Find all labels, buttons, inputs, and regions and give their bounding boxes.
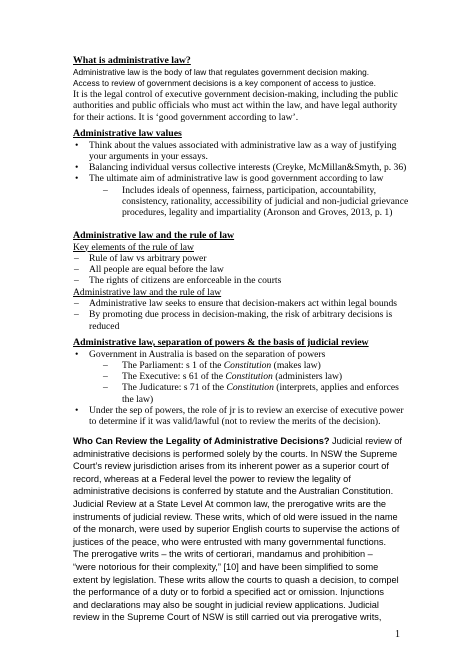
page-number: 1 xyxy=(395,629,400,640)
paragraph-line: administrative decisions is conferred by statute and the Australian Constitution. xyxy=(73,486,394,497)
dash-item xyxy=(73,298,403,309)
dash-item xyxy=(73,382,403,393)
dash-text xyxy=(122,382,399,393)
subheading: Administrative law and the rule of law xyxy=(73,286,222,298)
bullet-icon: • xyxy=(75,348,79,360)
bullet-text-continued: your arguments in your essays. xyxy=(89,150,208,162)
paragraph-lead: Who Can Review the Legality of Administrative Decisions? xyxy=(73,436,330,446)
dash-text-part: The Judicature: s 71 of the xyxy=(122,382,227,394)
dash-text-part: (makes law) xyxy=(271,359,321,371)
dash-text: By promoting due process in decision-making, the risk of arbitrary decisions is xyxy=(89,309,393,321)
body-line: for their actions. It is ‘good government according to law’. xyxy=(73,111,299,123)
bullet-item xyxy=(73,405,403,416)
section-separation-of-powers xyxy=(73,337,403,428)
subheading: Key elements of the rule of law xyxy=(73,241,194,253)
dash-text-continued: the law) xyxy=(122,393,154,405)
dash-icon: – xyxy=(103,371,108,383)
bullet-text: Balancing individual versus collective interests (Creyke, McMillan&Smyth, p. 36) xyxy=(89,162,407,174)
dash-icon: – xyxy=(103,359,108,371)
section-who-can-review xyxy=(73,435,403,624)
dash-text-continued: consistency, rationality, accessibility of judicial and non-judicial grievance xyxy=(122,195,409,207)
dash-text: All people are equal before the law xyxy=(89,264,224,276)
bullet-item xyxy=(73,162,407,174)
paragraph-line: the performance of a duty or to forbid a specified act or omission. Injunctions xyxy=(73,587,385,598)
paragraph-line: of the monarch, were used by superior English courts to supervise the actions of xyxy=(73,524,400,535)
paragraph-line: Judicial Review at a State Level At common law, the prerogative writs are the xyxy=(73,498,387,509)
section-heading: Administrative law values xyxy=(73,128,182,139)
paragraph-line: extent by legislation. These writs allow the courts to quash a decision, to compel xyxy=(73,574,399,585)
dash-text: Includes ideals of openness, fairness, participation, accountability, xyxy=(122,184,377,196)
bullet-item xyxy=(73,173,403,184)
dash-text-continued: procedures, legality and impartiality (Aronson and Groves, 2013, p. 1) xyxy=(122,207,393,219)
body-line: Access to review of government decisions is a key component of access to justice. xyxy=(73,77,376,88)
bullet-text: Under the sep of powers, the role of jr is to review an exercise of executive power xyxy=(89,404,404,416)
dash-item xyxy=(73,360,403,371)
section-heading: What is administrative law? xyxy=(73,55,191,66)
paragraph-line: “were notorious for their complexity,” [10] and have been simplified to some xyxy=(73,561,379,572)
dash-icon: – xyxy=(74,309,79,321)
dash-icon: – xyxy=(103,184,108,196)
dash-text-italic: Constitution xyxy=(225,371,273,383)
dash-text: Administrative law seeks to ensure that decision-makers act within legal bounds xyxy=(89,297,397,309)
paragraph-first-line xyxy=(73,435,403,448)
paragraph-line: and declarations may also be sought in judicial review applications. Judicial xyxy=(73,599,379,610)
dash-text-italic: Constitution xyxy=(223,359,272,371)
dash-text xyxy=(122,360,321,371)
paragraph-line: justices of the peace, who were entrusted with many governmental functions. xyxy=(73,536,387,547)
bullet-icon: • xyxy=(75,162,79,174)
paragraph-line: administrative decisions is performed solely by the courts. In NSW the Supreme xyxy=(73,448,398,459)
bullet-icon: • xyxy=(75,404,79,416)
paragraph-line: The prerogative writs – the writs of certiorari, mandamus and prohibition – xyxy=(73,549,373,560)
dash-item xyxy=(73,371,403,382)
section-rule-of-law xyxy=(73,230,403,332)
dash-text-part: The Executive: s 61 of the xyxy=(122,371,226,383)
section-heading: Administrative law, separation of powers & the basis of judicial review xyxy=(73,337,369,348)
paragraph-line: instruments of judicial review. These writs, which of old were issued in the name xyxy=(73,511,398,522)
paragraph-text: Judicial review of xyxy=(329,436,402,446)
dash-text: The rights of citizens are enforceable in the courts xyxy=(89,275,282,287)
bullet-icon: • xyxy=(75,139,79,151)
dash-item xyxy=(73,264,403,275)
bullet-item xyxy=(73,140,403,151)
dash-text-italic: Constitution xyxy=(226,382,274,394)
dash-text xyxy=(122,371,342,382)
bullet-item xyxy=(73,349,403,360)
bullet-text-continued: to determine if it was valid/lawful (not to review the merits of the decision). xyxy=(89,416,381,428)
dash-item xyxy=(73,275,403,286)
paragraph-line: Court’s review jurisdiction arises from its inherent power as a superior court of xyxy=(73,461,389,472)
bullet-text: The ultimate aim of administrative law is good government according to law xyxy=(89,173,384,185)
dash-text-part: (administers law) xyxy=(272,371,343,383)
paragraph-line: record, whereas at a Federal level the power to review the legality of xyxy=(73,473,351,484)
dash-text-part: (interprets, applies and enforces xyxy=(273,382,399,394)
dash-icon: – xyxy=(74,275,79,287)
body-line: Administrative law is the body of law that regulates government decision making. xyxy=(73,66,370,77)
dash-icon: – xyxy=(74,252,79,264)
dash-icon: – xyxy=(74,264,79,276)
section-heading: Administrative law and the rule of law xyxy=(73,230,235,241)
dash-text-continued: reduced xyxy=(89,320,120,332)
section-admin-law-values xyxy=(73,128,409,219)
body-line: It is the legal control of executive government decision-making, including the public xyxy=(73,89,399,101)
dash-icon: – xyxy=(103,382,108,394)
dash-item xyxy=(73,253,403,264)
dash-icon: – xyxy=(74,297,79,309)
bullet-text: Government in Australia is based on the separation of powers xyxy=(89,348,326,360)
paragraph-line: review in the Supreme Court of NSW is still carried out via prerogative writs, xyxy=(73,612,382,623)
bullet-text: Think about the values associated with administrative law as a way of justifying xyxy=(89,139,397,151)
section-what-is-admin-law xyxy=(73,55,403,123)
dash-text: Rule of law vs arbitrary power xyxy=(89,252,207,264)
body-line: authorities and public officials who must act within the law, and have legal authority xyxy=(73,100,398,112)
dash-item xyxy=(73,309,403,320)
bullet-icon: • xyxy=(75,173,79,185)
dash-item xyxy=(73,185,403,196)
dash-text-part: The Parliament: s 1 of the xyxy=(122,359,224,371)
